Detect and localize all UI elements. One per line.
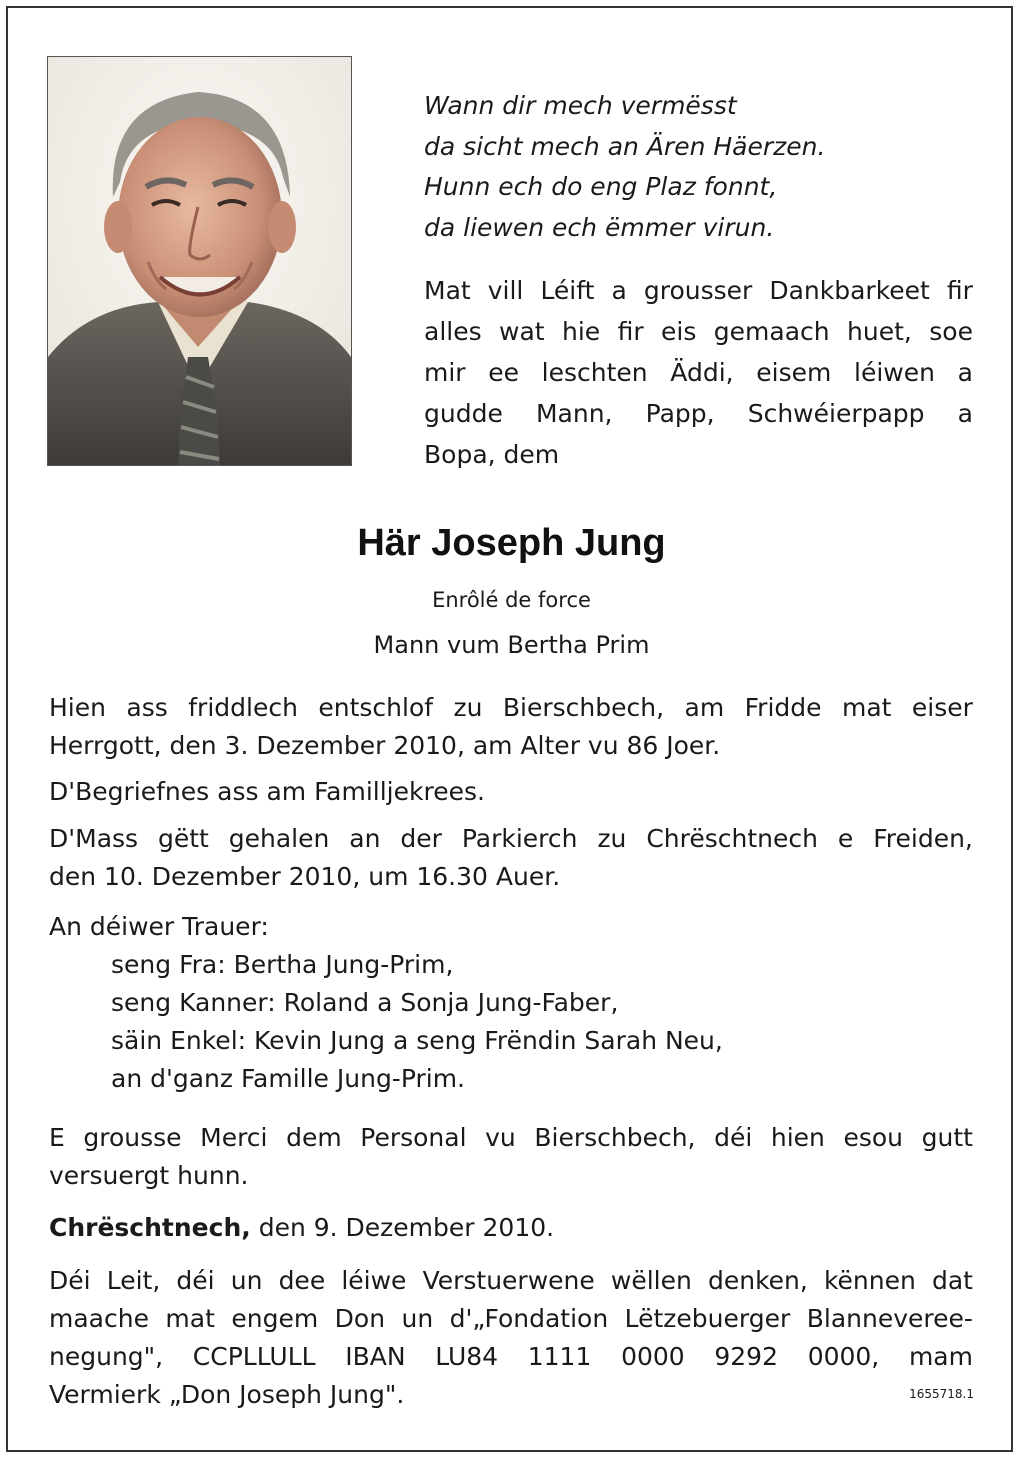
word: Chrëschtnech: [646, 824, 818, 853]
word: Personal: [360, 1123, 467, 1152]
word: a: [611, 276, 627, 305]
intro-line: [424, 311, 973, 352]
word: mir: [424, 358, 466, 387]
mourner-line: an d'ganz Famille Jung-Prim.: [111, 1064, 465, 1093]
word: E: [49, 1123, 65, 1152]
word: grousse: [83, 1123, 182, 1152]
word: Déi: [49, 1266, 91, 1295]
word: der: [400, 824, 442, 853]
word: denken,: [707, 1266, 808, 1295]
word: mat: [165, 1304, 215, 1333]
word: a: [957, 399, 973, 428]
word: dat: [931, 1266, 973, 1295]
paragraph-line: [49, 1300, 973, 1338]
subtitle-enrole: Enrôlé de force: [432, 588, 591, 612]
burial-paragraph: [49, 773, 973, 811]
word: déi: [714, 1123, 753, 1152]
word: Äddi,: [670, 358, 734, 387]
intro-line: [424, 393, 973, 434]
word: D'Mass: [49, 824, 139, 853]
word: vill: [487, 276, 524, 305]
intro-line: [424, 270, 973, 311]
word: fir: [617, 317, 644, 346]
word: LU84: [435, 1342, 499, 1371]
word: wëllen: [610, 1266, 692, 1295]
word: ee: [488, 358, 519, 387]
word: gemaach: [713, 317, 830, 346]
mass-paragraph: [49, 820, 973, 896]
paragraph-line: versuergt hunn.: [49, 1161, 249, 1190]
paragraph-line: [49, 1262, 973, 1300]
word: Mat: [424, 276, 471, 305]
word: Lëtzebuerger: [624, 1304, 791, 1333]
word: zu: [453, 693, 483, 722]
word: engem: [231, 1304, 319, 1333]
paragraph-line: [49, 820, 973, 858]
paragraph-line: den 10. Dezember 2010, um 16.30 Auer.: [49, 862, 561, 891]
word: Verstuerwene: [422, 1266, 595, 1295]
word: gehalen: [228, 824, 330, 853]
word: dee: [278, 1266, 326, 1295]
paragraph-line: Herrgott, den 3. Dezember 2010, am Alter vu 86 Joer.: [49, 731, 721, 760]
word: Don: [334, 1304, 386, 1333]
intro-paragraph: [424, 270, 973, 475]
word: fir: [946, 276, 973, 305]
word: hie: [562, 317, 601, 346]
intro-line: Bopa, dem: [424, 440, 560, 469]
portrait-photo: [47, 56, 352, 466]
donation-paragraph: [49, 1262, 973, 1414]
reference-number: 1655718.1: [909, 1387, 974, 1401]
word: Mann,: [535, 399, 613, 428]
date-text: den 9. Dezember 2010.: [258, 1213, 555, 1242]
poem: [424, 86, 984, 249]
word: entschlof: [318, 693, 434, 722]
mourners-section: [49, 908, 973, 1098]
word: IBAN: [345, 1342, 406, 1371]
word: friddlech: [188, 693, 298, 722]
word: an: [349, 824, 381, 853]
word: eiser: [911, 693, 973, 722]
poem-line: da liewen ech ëmmer virun.: [424, 213, 775, 243]
word: ass: [126, 693, 168, 722]
word: Schwéierpapp: [747, 399, 925, 428]
word: negung",: [49, 1342, 164, 1371]
word: Freiden,: [873, 824, 973, 853]
word: eis: [661, 317, 697, 346]
word: mat: [841, 693, 892, 722]
word: 0000,: [807, 1342, 880, 1371]
intro-line: [424, 352, 973, 393]
place-name: Chrëschtnech,: [49, 1213, 251, 1242]
poem-line: da sicht mech an Ären Häerzen.: [424, 131, 826, 161]
word: gudde: [424, 399, 503, 428]
mourner-line: seng Fra: Bertha Jung-Prim,: [111, 950, 454, 979]
deceased-name: Här Joseph Jung: [357, 522, 666, 564]
word: maache: [49, 1304, 149, 1333]
word: un: [401, 1304, 434, 1333]
paragraph-line: [49, 1338, 973, 1376]
word: wat: [499, 317, 545, 346]
word: e: [837, 824, 854, 853]
word: hien: [770, 1123, 825, 1152]
word: vu: [485, 1123, 516, 1152]
word: gëtt: [157, 824, 209, 853]
word: léiwe: [341, 1266, 407, 1295]
word: 1111: [527, 1342, 592, 1371]
word: huet,: [847, 317, 912, 346]
word: a: [957, 358, 973, 387]
word: déi: [176, 1266, 215, 1295]
word: un: [230, 1266, 263, 1295]
word: Hien: [49, 693, 106, 722]
word: Leit,: [106, 1266, 161, 1295]
word: Bierschbech,: [534, 1123, 696, 1152]
word: 0000: [621, 1342, 685, 1371]
word: Bierschbech,: [502, 693, 665, 722]
word: 9292: [714, 1342, 778, 1371]
word: Dankbarkeet: [769, 276, 930, 305]
mourner-line: säin Enkel: Kevin Jung a seng Frëndin Sarah Neu,: [111, 1026, 723, 1055]
word: eisem: [756, 358, 832, 387]
word: dem: [286, 1123, 342, 1152]
word: Papp,: [645, 399, 715, 428]
word: leschten: [541, 358, 648, 387]
paragraph-line: D'Begriefnes ass am Familljekrees.: [49, 777, 485, 806]
paragraph-line: [49, 1119, 973, 1157]
word: soe: [929, 317, 973, 346]
word: mam: [908, 1342, 973, 1371]
word: am: [684, 693, 725, 722]
death-paragraph: [49, 689, 973, 765]
subtitle-spouse: Mann vum Bertha Prim: [373, 631, 650, 659]
mourner-line: seng Kanner: Roland a Sonja Jung-Faber,: [111, 988, 619, 1017]
poem-line: Hunn ech do eng Plaz fonnt,: [424, 172, 778, 202]
word: Parkierch: [461, 824, 578, 853]
word: gutt: [921, 1123, 973, 1152]
thanks-paragraph: [49, 1119, 973, 1195]
place-date-line: [49, 1209, 973, 1247]
poem-line: Wann dir mech vermësst: [424, 91, 737, 120]
word: alles: [424, 317, 482, 346]
word: grousser: [643, 276, 753, 305]
word: CCPLLULL: [192, 1342, 316, 1371]
paragraph-line: [49, 689, 973, 727]
word: esou: [843, 1123, 904, 1152]
word: d'„Fondation: [449, 1304, 609, 1333]
word: zu: [597, 824, 627, 853]
mourners-heading: An déiwer Trauer:: [49, 912, 269, 941]
paragraph-line: Vermierk „Don Joseph Jung".: [49, 1380, 405, 1409]
word: Fridde: [744, 693, 822, 722]
word: léiwen: [854, 358, 935, 387]
word: kënnen: [823, 1266, 916, 1295]
word: Merci: [200, 1123, 268, 1152]
word: Blannevereе-: [806, 1304, 973, 1333]
word: Léift: [540, 276, 595, 305]
